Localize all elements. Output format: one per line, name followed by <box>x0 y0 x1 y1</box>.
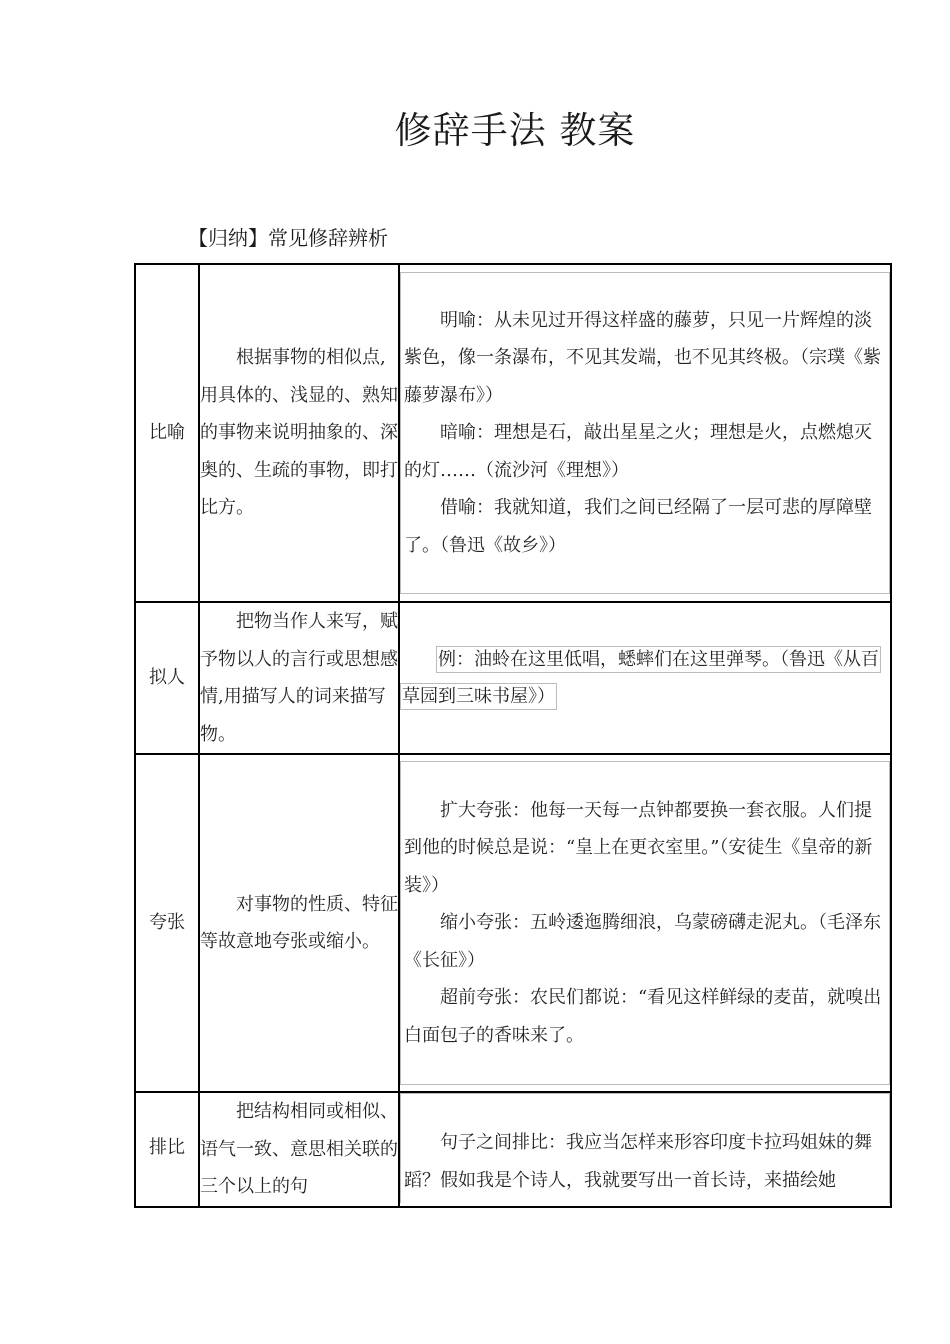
examples-box <box>400 272 890 594</box>
rhetoric-table <box>134 263 892 1208</box>
device-definition: 把结构相同或相似、语气一致、意思相关联的三个以上的句 <box>200 1101 398 1197</box>
example-text: 句子之间排比：我应当怎样来形容印度卡拉玛姐妹的舞蹈？假如我是个诗人，我就要写出一首长诗，来描绘她 <box>404 1132 872 1191</box>
table-row <box>135 264 891 602</box>
page-title: 修辞手法 教案 <box>394 109 636 152</box>
device-definition-cell <box>199 602 399 754</box>
example-text: 借喻：我就知道，我们之间已经隔了一层可悲的厚障壁了。（鲁迅《故乡》） <box>404 497 872 556</box>
device-definition: 根据事物的相似点,用具体的、浅显的、熟知的事物来说明抽象的、深奥的、生疏的事物，即打比方。 <box>200 347 398 519</box>
device-definition-cell <box>199 1092 399 1207</box>
examples-box <box>400 1093 890 1203</box>
section-subtitle: 【归纳】常见修辞辨析 <box>188 226 388 250</box>
device-examples-cell <box>399 754 891 1092</box>
device-definition: 把物当作人来写，赋予物以人的言行或思想感情,用描写人的词来描写物。 <box>200 611 398 745</box>
device-definition-cell <box>199 754 399 1092</box>
table-row <box>135 754 891 1092</box>
device-examples-cell <box>399 602 891 754</box>
example-text: 例：油蛉在这里低唱，蟋蟀们在这里弹琴。（鲁迅《从百草园到三味书屋》） <box>400 646 881 711</box>
device-name-cell: 排比 <box>135 1092 199 1207</box>
examples-box <box>400 761 890 1085</box>
device-name-cell: 夸张 <box>135 754 199 1092</box>
device-definition-cell <box>199 264 399 602</box>
device-name-cell: 拟人 <box>135 602 199 754</box>
example-text: 扩大夸张：他每一天每一点钟都要换一套衣服。人们提到他的时候总是说：“皇上在更衣室里。”（安徒生《皇帝的新装》） <box>404 799 873 896</box>
example-text: 明喻：从未见过开得这样盛的藤萝，只见一片辉煌的淡紫色，像一条瀑布，不见其发端，也不见其终极。（宗璞《紫藤萝瀑布》） <box>404 309 881 406</box>
device-examples-cell <box>399 1092 891 1207</box>
table-row <box>135 1092 891 1207</box>
example-text: 超前夸张：农民们都说：“看见这样鲜绿的麦苗，就嗅出白面包子的香味来了。 <box>404 987 882 1046</box>
device-examples-cell <box>399 264 891 602</box>
example-text: 缩小夸张：五岭逶迤腾细浪，乌蒙磅礴走泥丸。（毛泽东《长征》） <box>404 912 881 971</box>
device-name-cell: 比喻 <box>135 264 199 602</box>
device-definition: 对事物的性质、特征等故意地夸张或缩小。 <box>200 893 398 952</box>
table-row <box>135 602 891 754</box>
example-text: 暗喻：理想是石，敲出星星之火；理想是火，点燃熄灭的灯……（流沙河《理想》） <box>404 422 872 481</box>
